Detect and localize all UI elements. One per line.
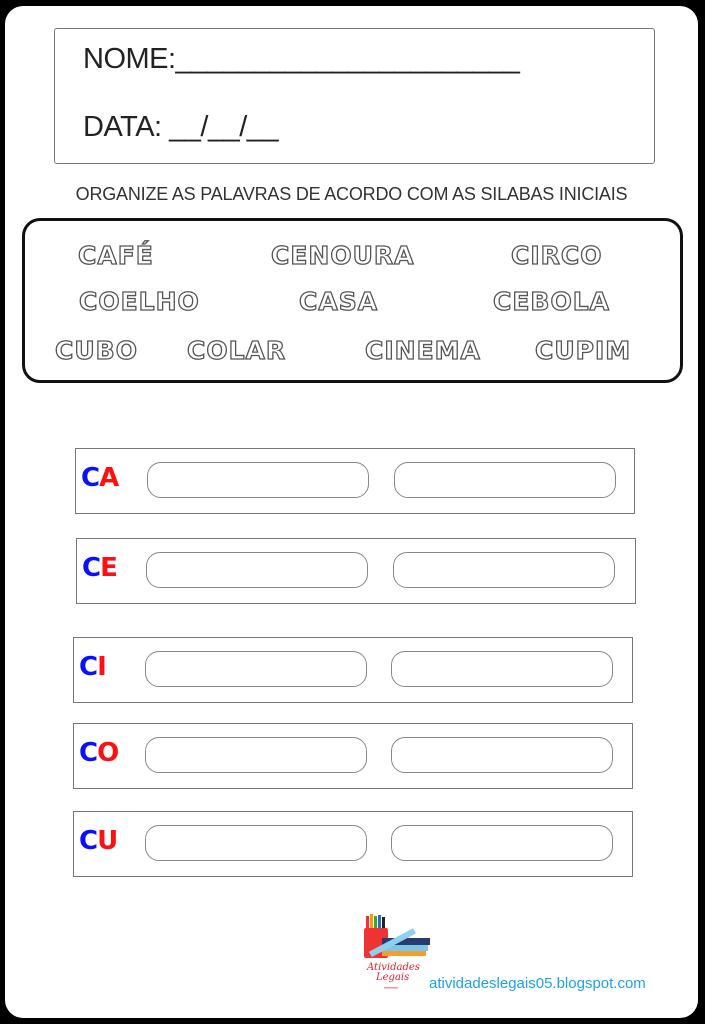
atividades-legais-logo: [362, 914, 432, 994]
answer-slot-1[interactable]: [147, 462, 369, 498]
svg-text:Legais: Legais: [376, 972, 410, 983]
blog-link[interactable]: atividadeslegais05.blogspot.com: [429, 975, 646, 992]
syllable-row-ce: [76, 538, 636, 604]
answer-slot-1[interactable]: [145, 651, 367, 687]
syllable-row-cu: [73, 811, 633, 877]
syllable-row-co: [73, 723, 633, 789]
date-field-label: DATA: __/__/__: [83, 111, 279, 143]
word-bank-item: CIRCO: [511, 241, 603, 270]
name-field-label: NOME:______________________: [83, 43, 520, 75]
syllable-label: CA: [81, 463, 119, 493]
worksheet-page: [5, 6, 698, 1018]
answer-slot-2[interactable]: [394, 462, 616, 498]
syllable-label: CU: [79, 826, 118, 856]
answer-slot-1[interactable]: [146, 552, 368, 588]
word-bank-item: COELHO: [79, 287, 200, 316]
word-bank-item: COLAR: [187, 336, 287, 365]
syllable-label: CO: [79, 738, 119, 768]
word-bank-item: CEBOLA: [493, 287, 611, 316]
syllable-row-ci: [73, 637, 633, 703]
word-bank-item: CENOURA: [271, 241, 415, 270]
answer-slot-2[interactable]: [393, 552, 615, 588]
svg-text:Atividades: Atividades: [367, 962, 420, 973]
syllable-label: CI: [79, 652, 106, 682]
instruction-text: ORGANIZE AS PALAVRAS DE ACORDO COM AS SILABAS INICIAIS: [75, 184, 628, 204]
answer-slot-1[interactable]: [145, 825, 367, 861]
answer-slot-2[interactable]: [391, 737, 613, 773]
word-bank-item: CASA: [299, 287, 379, 316]
answer-slot-1[interactable]: [145, 737, 367, 773]
pencil-cup-books-icon: [362, 914, 432, 994]
syllable-row-ca: [75, 448, 635, 514]
word-bank: [22, 218, 683, 383]
word-bank-item: CINEMA: [365, 336, 481, 365]
word-bank-item: CUBO: [55, 336, 138, 365]
syllable-label: CE: [82, 553, 117, 583]
answer-slot-2[interactable]: [391, 651, 613, 687]
word-bank-item: CUPIM: [535, 336, 632, 365]
student-info-box: [54, 28, 655, 164]
word-bank-item: CAFÉ: [78, 241, 154, 270]
answer-slot-2[interactable]: [391, 825, 613, 861]
